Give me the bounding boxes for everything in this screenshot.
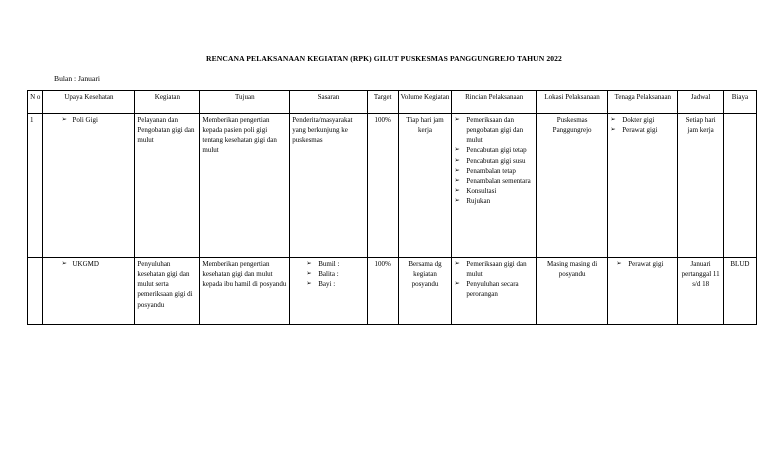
rincian-item: ➢ Pemeriksaan gigi dan mulut: [454, 259, 534, 279]
sasaran-item: ➢ Bayi :: [306, 279, 364, 289]
header-tenaga: Tenaga Pelaksanaan: [608, 91, 678, 114]
cell-upaya: [43, 114, 135, 258]
tenaga-item: ➢ Perawat gigi: [610, 125, 675, 135]
cell-volume: Tiap hari jam kerja: [398, 114, 452, 258]
cell-no: 1: [28, 114, 43, 258]
activity-plan-table: [27, 90, 757, 325]
tenaga-item: ➢ Perawat gigi: [616, 259, 675, 269]
cell-tenaga: [608, 258, 678, 325]
cell-sasaran: Penderita/masyarakat yang berkunjung ke puskesmas: [290, 114, 367, 258]
cell-biaya: BLUD: [723, 258, 756, 325]
cell-jadwal: Setiap hari jam kerja: [678, 114, 723, 258]
cell-tenaga: [608, 114, 678, 258]
cell-biaya: [723, 114, 756, 258]
header-upaya: Upaya Kesehatan: [43, 91, 135, 114]
table-row: [28, 258, 757, 325]
header-rincian: Rincian Pelaksanaan: [452, 91, 537, 114]
header-volume: Volume Kegiatan: [398, 91, 452, 114]
cell-volume: Bersama dg kegiatan posyandu: [398, 258, 452, 325]
rincian-item: ➢ Pencabutan gigi tetap: [454, 145, 534, 155]
cell-tujuan: Memberikan pengertian kepada pasien poli gigi tentang kesehatan gigi dan mulut: [200, 114, 290, 258]
sasaran-item: ➢ Bumil :: [306, 259, 364, 269]
cell-sasaran: [290, 258, 367, 325]
cell-rincian: [452, 114, 537, 258]
header-jadwal: Jadwal: [678, 91, 723, 114]
header-lokasi: Lokasi Pelaksanaan: [537, 91, 608, 114]
table-header-row: [28, 91, 757, 114]
month-label: Bulan : Januari: [54, 74, 100, 83]
cell-rincian: [452, 258, 537, 325]
rincian-item: ➢ Pencabutan gigi susu: [454, 156, 534, 166]
header-kegiatan: Kegiatan: [135, 91, 200, 114]
tenaga-item: ➢ Dokter gigi: [610, 115, 675, 125]
rincian-item: ➢ Pemeriksaan dan pengobatan gigi dan mulut: [454, 115, 534, 145]
cell-no: [28, 258, 43, 325]
cell-kegiatan: Penyuluhan kesehatan gigi dan mulut serta pemeriksaan gigi di posyandu: [135, 258, 200, 325]
rincian-item: ➢ Penambalan sementara: [454, 176, 534, 186]
rincian-item: ➢ Penyuluhan secara perorangan: [454, 279, 534, 299]
upaya-item: ➢ Poli Gigi: [61, 115, 132, 125]
header-target: Target: [367, 91, 398, 114]
cell-tujuan: Memberikan pengertian kesehatan gigi dan mulut kepada ibu hamil di posyandu: [200, 258, 290, 325]
header-biaya: Biaya: [723, 91, 756, 114]
header-tujuan: Tujuan: [200, 91, 290, 114]
upaya-item: ➢ UKGMD: [61, 259, 132, 269]
cell-target: 100%: [367, 258, 398, 325]
cell-upaya: [43, 258, 135, 325]
rincian-item: ➢ Rujukan: [454, 196, 534, 206]
rincian-item: ➢ Konsultasi: [454, 186, 534, 196]
rincian-item: ➢ Penambalan tetap: [454, 166, 534, 176]
header-no: N o: [28, 91, 43, 114]
cell-jadwal: Januari pertanggal 11 s/d 18: [678, 258, 723, 325]
document-title: RENCANA PELAKSANAAN KEGIATAN (RPK) GILUT PUSKESMAS PANGGUNGREJO TAHUN 2022: [206, 54, 562, 63]
cell-lokasi: Masing masing di posyandu: [537, 258, 608, 325]
sasaran-item: ➢ Balita :: [306, 269, 364, 279]
header-sasaran: Sasaran: [290, 91, 367, 114]
cell-lokasi: Puskesmas Panggungrejo: [537, 114, 608, 258]
cell-target: 100%: [367, 114, 398, 258]
cell-kegiatan: Pelayanan dan Pengobatan gigi dan mulut: [135, 114, 200, 258]
table-row: [28, 114, 757, 258]
